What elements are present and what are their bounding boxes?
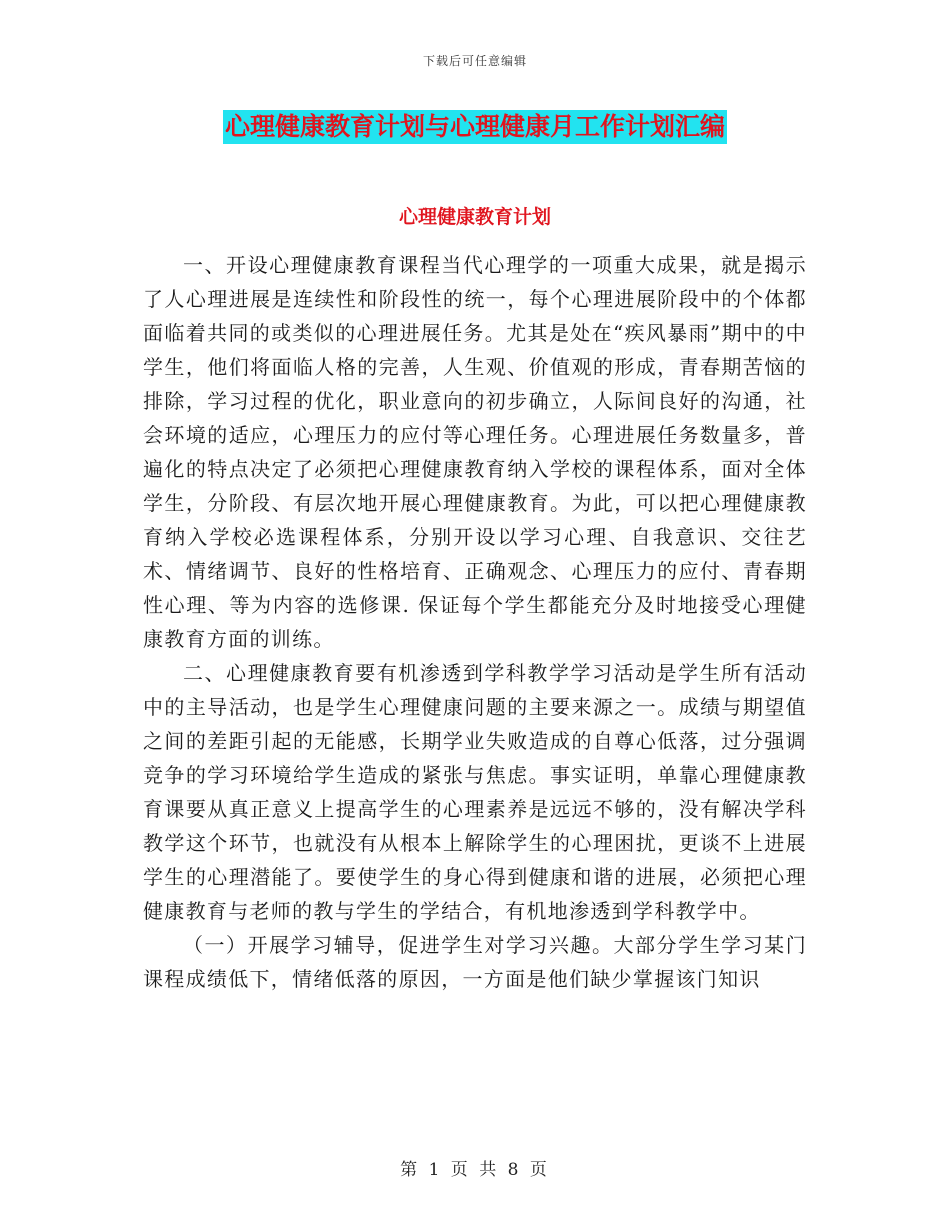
paragraph-1: 一、开设心理健康教育课程当代心理学的一项重大成果，就是揭示了人心理进展是连续性和阶段性的统一，每个心理进展阶段中的个体都面临着共同的或类似的心理进展任务。尤其是处在“疾风暴雨”期中的中学生，他们将面临人格的完善，人生观、价值观的形成，青春期苦恼的排除，学习过程的优化，职业意向的初步确立，人际间良好的沟通，社会环境的适应，心理压力的应付等心理任务。心理进展任务数量多，普遍化的特点决定了必须把心理健康教育纳入学校的课程体系，面对全体学生，分阶段、有层次地开展心理健康教育。为此，可以把心理健康教育纳入学校必选课程体系，分别开设以学习心理、自我意识、交往艺术、情绪调节、良好的性格培育、正确观念、心理压力的应付、青春期性心理、等为内容的选修课. 保证每个学生都能充分及时地接受心理健康教育方面的训练。 — [143, 253, 807, 651]
paragraph-3: （一）开展学习辅导，促进学生对学习兴趣。大部分学生学习某门课程成绩低下，情绪低落的原因，一方面是他们缺少掌握该门知识 — [143, 933, 807, 991]
document-main-title: 心理健康教育计划与心理健康月工作计划汇编 — [223, 110, 727, 144]
paragraph-2: 二、心理健康教育要有机渗透到学科教学学习活动是学生所有活动中的主导活动，也是学生心理健康问题的主要来源之一。成绩与期望值之间的差距引起的无能感，长期学业失败造成的自尊心低落，过分强调竞争的学习环境给学生造成的紧张与焦虑。事实证明，单靠心理健康教育课要从真正意义上提高学生的心理素养是远远不够的，没有解决学科教学这个环节，也就没有从根本上解除学生的心理困扰，更谈不上进展学生的心理潜能了。要使学生的身心得到健康和谐的进展，必须把心理健康教育与老师的教与学生的学结合，有机地渗透到学科教学中。 — [143, 661, 807, 923]
document-body — [143, 248, 807, 996]
main-title-container — [0, 110, 950, 144]
page-header-note: 下载后可任意编辑 — [422, 54, 527, 68]
page-number-footer: 第 1 页 共 8 页 — [400, 1160, 550, 1180]
section-title: 心理健康教育计划 — [398, 206, 551, 228]
